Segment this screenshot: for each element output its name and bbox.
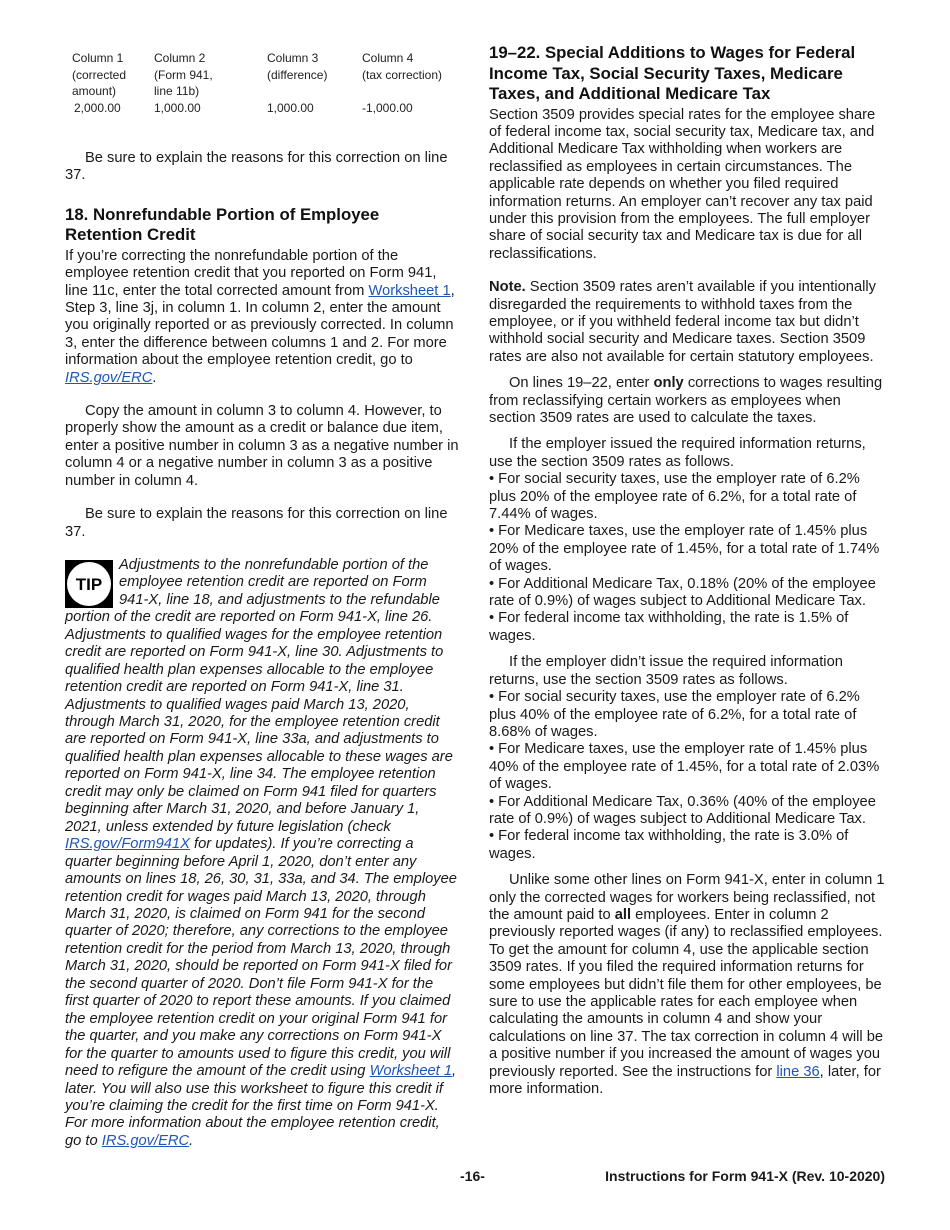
header-line: Column 3: [267, 51, 319, 65]
column-4-header: [362, 50, 442, 83]
page-footer: [0, 1168, 950, 1188]
text: , later, for more information.: [489, 1063, 881, 1098]
list-item: • For social security taxes, use the employer rate of 6.2% plus 40% of the employee rate of 6.2%, for a total rate of 8.68% of wages.: [489, 689, 887, 741]
column-2-value: 1,000.00: [154, 101, 201, 115]
header-line: (Form 941,: [154, 67, 213, 82]
list-item: • For social security taxes, use the employer rate of 6.2% plus 20% of the employee rate of 6.2%, for a total rate of 7.44% of wages.: [489, 471, 887, 523]
text: Section 3509 rates aren’t available if you intentionally disregarded the requirements to withhold taxes from the employee, or if you withheld federal income tax but didn’t withhold social security and Medicare taxes. Section 3509 rates are also not available for certain statutory employees.: [489, 279, 876, 365]
header-line: (tax correction): [362, 67, 443, 82]
text: , Step 3, line 3j, in column 1. In column 2, enter the amount you originally reported or as previously corrected. In column 3, enter the difference between columns 1 and 2. For more information about the employee retention credit, go to: [65, 282, 455, 369]
header-line: Column 4: [362, 51, 414, 65]
list-item: • For federal income tax withholding, the rate is 1.5% of wages.: [489, 610, 887, 645]
column-3-value: 1,000.00: [267, 101, 314, 115]
text: Adjustments to the nonrefundable portion of the employee retention credit are reported on Form 941-X, line 18, and adjustments to the refundable portion of the credit are reported on Form 941-X, line 26. Adjustments to qualified wages for the employee retention credit are reported on Form 941-X, line 30. Adjustments to qualified health plan expenses allocable to the employee retention credit are reported on Form 941-X, line 31. Adjustments to qualified wages paid March 13, 2020, through March 31, 2020, for the employee retention credit are reported on Form 941-X, line 33a, and adjustments to qualified health plan expenses allocable to these wages are reported on Form 941-X, line 34. The employee retention credit may only be claimed on Form 941 filed for quarters beginning after March 31, 2020, and before January 1, 2021, unless extended by future legislation (check: [65, 556, 453, 835]
header-line: Column 2: [154, 51, 206, 65]
section-19-22-heading: 19–22. Special Additions to Wages for Federal Income Tax, Social Security Taxes, Medicare Taxes, and Additional Medicare Tax: [489, 43, 856, 103]
column-3-header: [267, 50, 327, 83]
explain-paragraph: Be sure to explain the reasons for this correction on line 37.: [65, 150, 448, 184]
only-paragraph: [489, 375, 887, 427]
text: Unlike some other lines on Form 941-X, enter in column 1 only the corrected wages for workers being reclassified, not the amount paid to: [489, 872, 885, 923]
page-number: -16-: [460, 1168, 485, 1184]
text: corrections to wages resulting from reclassifying certain workers as employees when section 3509 rates are used to calculate the taxes.: [489, 375, 883, 426]
list-item: • For Additional Medicare Tax, 0.18% (20% of the employee rate of 0.9%) of wages subject to Additional Medicare Tax.: [489, 576, 887, 611]
right-column: [489, 43, 887, 1098]
note-label: Note.: [489, 279, 526, 296]
text: , later. You will also use this worksheet to figure this credit if you’re claiming the credit for the first time on Form 941-X. For more information about the employee retention credit, go to: [65, 1063, 457, 1149]
list-item: • For Medicare taxes, use the employer rate of 1.45% plus 40% of the employee rate of 1.45%, for a total rate of 2.03% of wages.: [489, 741, 887, 793]
header-line: amount): [72, 84, 117, 98]
line-36-link[interactable]: line 36: [776, 1063, 820, 1080]
issued-paragraph: If the employer issued the required information returns, use the section 3509 rates as follows.: [489, 436, 866, 470]
worksheet-1-link[interactable]: Worksheet 1: [369, 1063, 453, 1080]
section-3509-paragraph: Section 3509 provides special rates for the employee share of federal income tax, social security tax, Medicare tax, and Additional Medicare Tax withholding when workers are reclassified as employees in certain circumstances. The applicable rate depends on whether you filed required information returns. An employer can’t recover any tax paid under this provision from the employees. The full employer share of social security tax and Medicare tax is due for all reclassifications.: [489, 106, 876, 262]
list-item: • For Medicare taxes, use the employer rate of 1.45% plus 20% of the employee rate of 1.45%, for a total rate of 1.74% of wages.: [489, 523, 887, 575]
column-1-value: 2,000.00: [74, 101, 121, 115]
copy-amount-paragraph: Copy the amount in column 3 to column 4. However, to properly show the amount as a credit or balance due item, enter a positive number in column 3 as a negative number in column 4 or a negative number in column 3 as a positive number in column 4.: [65, 403, 459, 489]
text: If you’re correcting the nonrefundable portion of the employee retention credit that you reported on Form 941, line 11c, enter the total corrected amount from: [65, 247, 437, 299]
form-title: Instructions for Form 941-X (Rev. 10-2020): [605, 1168, 885, 1184]
column-4-value: -1,000.00: [362, 101, 413, 115]
header-line: (difference): [267, 67, 328, 82]
explain-paragraph: Be sure to explain the reasons for this correction on line 37.: [65, 506, 448, 540]
text: .: [189, 1132, 194, 1149]
list-item: • For Additional Medicare Tax, 0.36% (40% of the employee rate of 0.9%) of wages subject to Additional Medicare Tax.: [489, 794, 887, 829]
tip-icon: [65, 560, 113, 608]
section-18-heading: 18. Nonrefundable Portion of Employee Retention Credit: [65, 204, 380, 245]
tip-label: TIP: [75, 574, 103, 594]
header-line: (corrected: [72, 67, 127, 82]
header-line: Column 1: [72, 51, 124, 65]
irs-form941x-link[interactable]: IRS.gov/Form941X: [65, 836, 190, 853]
bold-text: all: [614, 906, 632, 923]
list-item: • For federal income tax withholding, the rate is 3.0% of wages.: [489, 828, 887, 863]
tip-text: [65, 557, 460, 1150]
note-paragraph: [489, 279, 887, 366]
bold-text: only: [653, 375, 684, 392]
left-column: [65, 150, 460, 1150]
worksheet-1-link[interactable]: Worksheet 1: [368, 282, 451, 299]
text: .: [152, 369, 157, 386]
text: for updates). If you’re correcting a quarter beginning before April 1, 2020, don’t enter any amounts on lines 18, 26, 30, 31, 33a, and 34. The employee retention credit for wages paid March 13, 2020, through March 31, 2020, is claimed on Form 941 for the second quarter of 2020; therefore, any corrections to the employee retention credit for the period from March 13, 2020, through March 31, 2020, should be reported on Form 941-X filed for the second quarter of 2020. Don’t file Form 941-X for the first quarter of 2020 to report these amounts. If you claimed the employee retention credit on your original Form 941 for the quarter, and you make any corrections on Form 941-X for the quarter to amounts used to figure this credit, you will need to refigure the amount of the credit using: [65, 836, 457, 1080]
text: On lines 19–22, enter: [509, 375, 654, 392]
column-2-header: [154, 50, 213, 100]
not-issued-paragraph: If the employer didn’t issue the required information returns, use the section 3509 rates as follows.: [489, 654, 843, 688]
section-18-paragraph: [65, 248, 460, 387]
text: employees. Enter in column 2 previously reported wages (if any) to reclassified employees. To get the amount for column 4, use the applicable section 3509 rates. If you filed the required information returns for some employees but didn’t file them for other employees, be sure to use the applicable rates for each employee when calculating the amounts in column 4 and show your calculations on line 37. The tax correction in column 4 will be a positive number if you increased the amount of wages you previously reported. See the instructions for: [489, 906, 884, 1080]
tip-block: [65, 557, 460, 1150]
column-1-header: [72, 50, 126, 100]
irs-erc-link[interactable]: IRS.gov/ERC: [65, 369, 153, 386]
header-line: line 11b): [154, 84, 200, 98]
irs-erc-link[interactable]: IRS.gov/ERC: [101, 1132, 190, 1149]
unlike-paragraph: [489, 872, 887, 1098]
